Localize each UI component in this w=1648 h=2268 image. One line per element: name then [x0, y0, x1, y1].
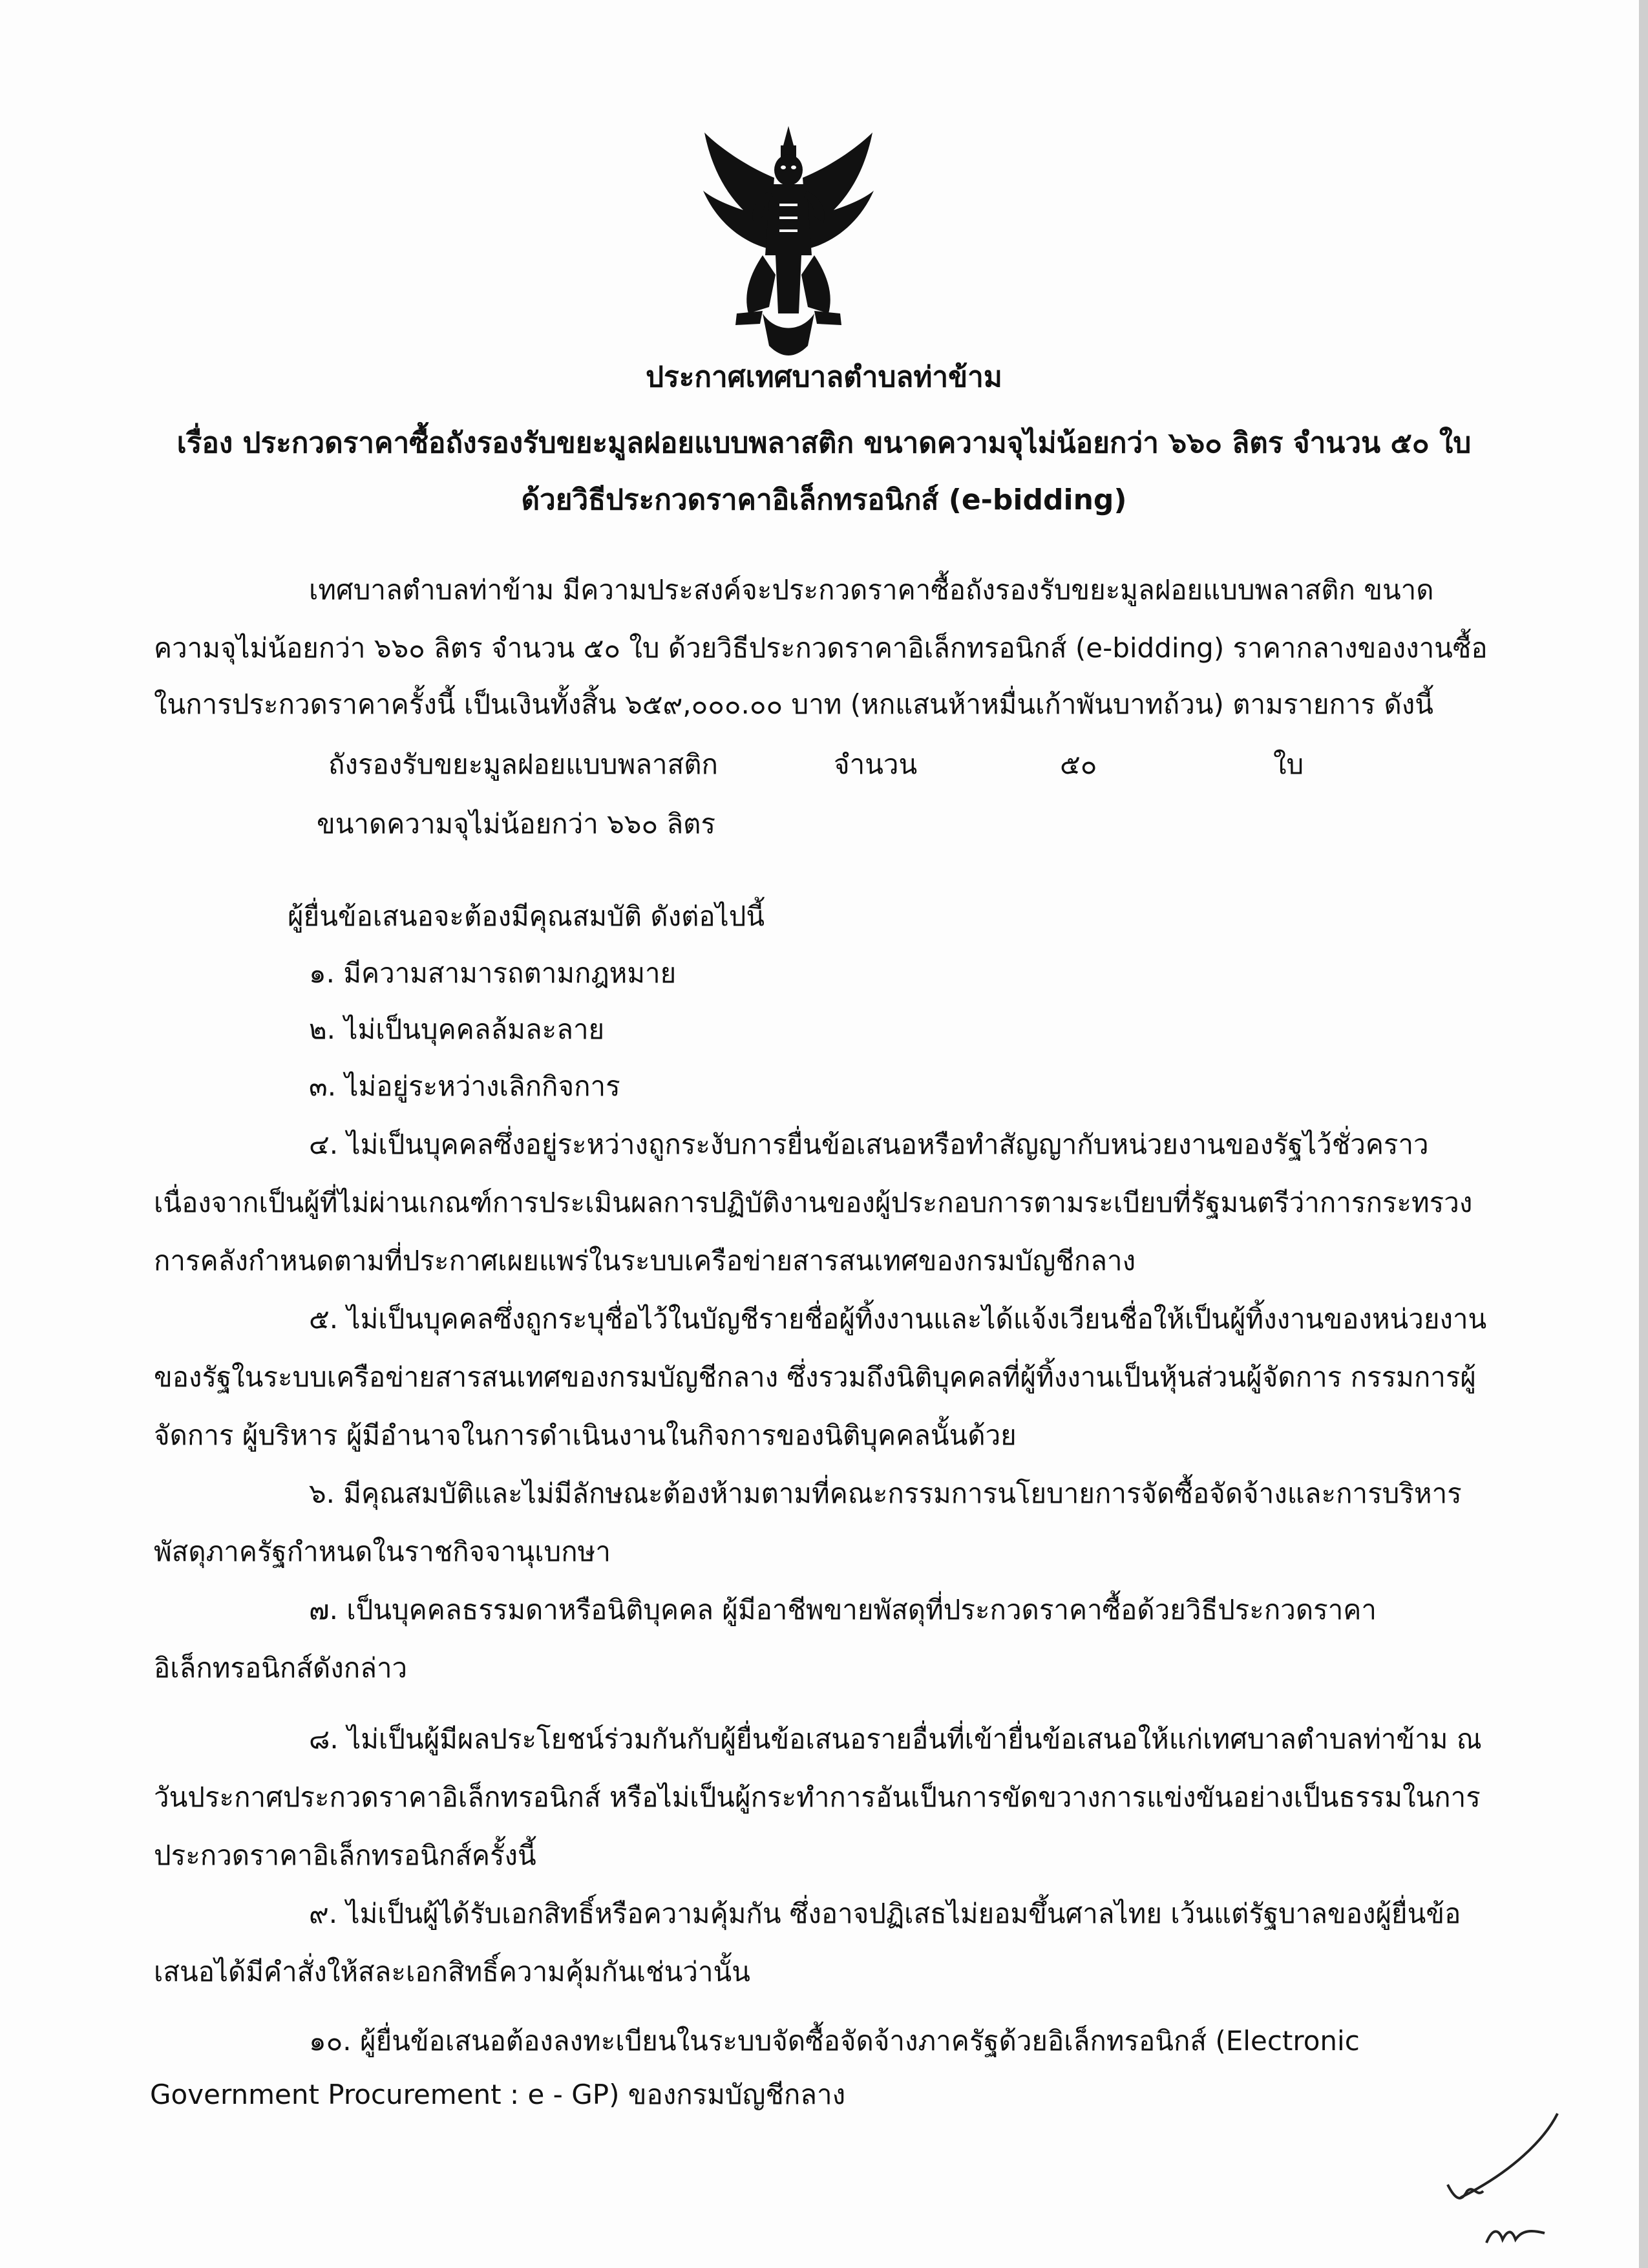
item-name: ถังรองรับขยะมูลฝอยแบบพลาสติก	[328, 748, 718, 780]
qualification-1: ๑. มีความสามารถตามกฎหมาย	[309, 957, 677, 989]
intro-line-2: ความจุไม่น้อยกว่า ๖๖๐ ลิตร จำนวน ๕๐ ใบ ด้วยวิธีประกวดราคาอิเล็กทรอนิกส์ (e-bidding) ราคากลางของงานซื้อ	[154, 632, 1488, 664]
scan-edge	[1639, 0, 1648, 2268]
qualification-5-line-1: ๕. ไม่เป็นบุคคลซึ่งถูกระบุชื่อไว้ในบัญชีรายชื่อผู้ทิ้งงานและได้แจ้งเวียนชื่อให้เป็นผู้ทิ้งงานของหน่วยงาน	[309, 1303, 1487, 1335]
intro-line-3: ในการประกวดราคาครั้งนี้ เป็นเงินทั้งสิ้น ๖๕๙,๐๐๐.๐๐ บาท (หกแสนห้าหมื่นเก้าพันบาทถ้วน) ตามรายการ ดังนี้	[154, 688, 1433, 720]
qualification-2: ๒. ไม่เป็นบุคคลล้มละลาย	[309, 1013, 605, 1045]
qualification-5-line-3: จัดการ ผู้บริหาร ผู้มีอำนาจในการดำเนินงานในกิจการของนิติบุคคลนั้นด้วย	[154, 1419, 1017, 1451]
qualification-9-line-1: ๙. ไม่เป็นผู้ได้รับเอกสิทธิ์หรือความคุ้มกัน ซึ่งอาจปฏิเสธไม่ยอมขึ้นศาลไทย เว้นแต่รัฐบาลของผู้ยื่นข้อ	[309, 1898, 1461, 1929]
garuda-emblem-icon	[698, 120, 879, 365]
qualification-6-line-2: พัสดุภาครัฐกำหนดในราชกิจจานุเบกษา	[154, 1536, 611, 1567]
initials-signature	[1435, 2101, 1577, 2256]
item-capacity: ขนาดความจุไม่น้อยกว่า ๖๖๐ ลิตร	[317, 808, 716, 840]
qualification-7-line-2: อิเล็กทรอนิกส์ดังกล่าว	[154, 1652, 408, 1684]
qualification-10-line-1: ๑๐. ผู้ยื่นข้อเสนอต้องลงทะเบียนในระบบจัดซื้อจัดจ้างภาครัฐด้วยอิเล็กทรอนิกส์ (Electronic	[309, 2025, 1360, 2057]
announcement-subject: เรื่อง ประกวดราคาซื้อถังรองรับขยะมูลฝอยแบบพลาสติก ขนาดความจุไม่น้อยกว่า ๖๖๐ ลิตร จำนวน ๕๐ ใบ	[176, 427, 1472, 460]
qualification-8-line-2: วันประกาศประกวดราคาอิเล็กทรอนิกส์ หรือไม่เป็นผู้กระทำการอันเป็นการขัดขวางการแข่งขันอย่างเป็นธรรมในการ	[154, 1781, 1481, 1813]
item-unit: ใบ	[1273, 748, 1304, 780]
qualification-4-line-3: การคลังกำหนดตามที่ประกาศเผยแพร่ในระบบเครือข่ายสารสนเทศของกรมบัญชีกลาง	[154, 1245, 1136, 1277]
qualification-8-line-1: ๘. ไม่เป็นผู้มีผลประโยชน์ร่วมกันกับผู้ยื่นข้อเสนอรายอื่นที่เข้ายื่นข้อเสนอให้แก่เทศบาลตำบลท่าข้าม ณ	[309, 1723, 1482, 1755]
announcement-method: ด้วยวิธีประกวดราคาอิเล็กทรอนิกส์ (e-bidding)	[521, 483, 1127, 516]
item-qty: ๕๐	[1060, 748, 1097, 780]
qualification-4-line-1: ๔. ไม่เป็นบุคคลซึ่งอยู่ระหว่างถูกระงับการยื่นข้อเสนอหรือทำสัญญากับหน่วยงานของรัฐไว้ชั่วคราว	[309, 1129, 1429, 1160]
item-qty-label: จำนวน	[834, 748, 918, 780]
qualification-7-line-1: ๗. เป็นบุคคลธรรมดาหรือนิติบุคคล ผู้มีอาชีพขายพัสดุที่ประกวดราคาซื้อด้วยวิธีประกวดราคา	[309, 1594, 1377, 1626]
qualification-9-line-2: เสนอได้มีคำสั่งให้สละเอกสิทธิ์ความคุ้มกันเช่นว่านั้น	[154, 1956, 750, 1987]
intro-line-1: เทศบาลตำบลท่าข้าม มีความประสงค์จะประกวดราคาซื้อถังรองรับขยะมูลฝอยแบบพลาสติก ขนาด	[309, 574, 1434, 606]
qualification-5-line-2: ของรัฐในระบบเครือข่ายสารสนเทศของกรมบัญชีกลาง ซึ่งรวมถึงนิติบุคคลที่ผู้ทิ้งงานเป็นหุ้นส่วนผู้จัดการ กรรมการผู้	[154, 1361, 1477, 1393]
qualification-8-line-3: ประกวดราคาอิเล็กทรอนิกส์ครั้งนี้	[154, 1839, 536, 1871]
qualification-10-line-2: Government Procurement : e - GP) ของกรมบัญชีกลาง	[150, 2079, 846, 2110]
qualifications-heading: ผู้ยื่นข้อเสนอจะต้องมีคุณสมบัติ ดังต่อไปนี้	[288, 900, 765, 932]
qualification-3: ๓. ไม่อยู่ระหว่างเลิกกิจการ	[309, 1070, 620, 1102]
qualification-4-line-2: เนื่องจากเป็นผู้ที่ไม่ผ่านเกณฑ์การประเมินผลการปฏิบัติงานของผู้ประกอบการตามระเบียบที่รัฐมนตรีว่าการกระทรวง	[154, 1187, 1473, 1218]
garuda-emblem	[698, 120, 879, 365]
qualification-6-line-1: ๖. มีคุณสมบัติและไม่มีลักษณะต้องห้ามตามที่คณะกรรมการนโยบายการจัดซื้อจัดจ้างและการบริหาร	[309, 1478, 1462, 1509]
announcement-title: ประกาศเทศบาลตำบลท่าข้าม	[646, 361, 1002, 394]
